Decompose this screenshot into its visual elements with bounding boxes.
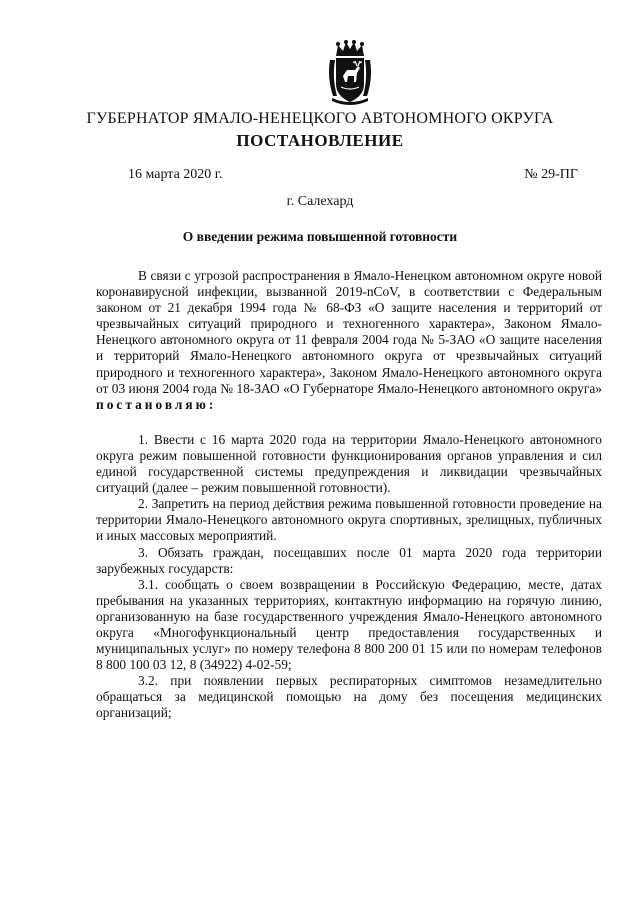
document-subject: О введении режима повышенной готовности [182, 229, 458, 244]
item-2: 2. Запретить на период действия режима повышенной готовности проведение на территории Ямало-Ненецкого автономного округа спортивных, зрелищных, публичных и иных массовых мероприятий. [96, 496, 602, 544]
document-number: № 29-ПГ [524, 167, 578, 182]
item-3-2: 3.2. при появлении первых респираторных симптомов незамедлительно обращаться за медицинской помощью на дому без посещения медицинских организаций; [96, 673, 602, 721]
document-body [96, 268, 602, 722]
coat-of-arms-icon [327, 40, 373, 106]
item-1: 1. Ввести с 16 марта 2020 года на территории Ямало-Ненецкого автономного округа режим повышенной готовности функционирования органов управления и сил единой государственной системы предупреждения и ликвидации чрезвычайных ситуаций (далее – режим повышенной готовности). [96, 431, 602, 496]
document-date: 16 марта 2020 г. [128, 167, 223, 182]
item-3: 3. Обязать граждан, посещавших после 01 марта 2020 года территории зарубежных государств: [96, 544, 602, 576]
preamble-text: В связи с угрозой распространения в Ямало-Ненецком автономном округе новой коронавирусной инфекции, вызванной 2019-nCoV, в соответствии с Федеральным законом от 21 декабря 1994 года № 68-ФЗ «О защите населения и территорий от чрезвычайных ситуаций природного и техногенного характера», Законом Ямало-Ненецкого автономного округа от 11 февраля 2004 года № 5-ЗАО «О защите населения и территорий Ямало-Ненецкого автономного округа от чрезвычайных ситуаций природного и техногенного характера», Законом Ямало-Ненецкого автономного округа от 03 июня 2004 года № 18-ЗАО «О Губернаторе Ямало-Ненецкого автономного округа» [96, 268, 602, 396]
document-city: г. Салехард [286, 194, 354, 209]
item-3-1: 3.1. сообщать о своем возвращении в Российскую Федерацию, месте, датах пребывания на указанных территориях, контактную информацию на горячую линию, организованную на базе государственного учреждения Ямало-Ненецкого автономного округа «Многофункциональный центр предоставления государственных и муниципальных услуг» по номеру телефона 8 800 200 01 15 или по номерам телефонов 8 800 100 03 12, 8 (34922) 4-02-59; [96, 576, 602, 673]
governor-title: ГУБЕРНАТОР ЯМАЛО-НЕНЕЦКОГО АВТОНОМНОГО ОКРУГА [86, 110, 554, 127]
preamble-paragraph [96, 268, 602, 413]
resolve-word: постановляю: [96, 396, 217, 412]
document-type: ПОСТАНОВЛЕНИЕ [236, 131, 404, 150]
